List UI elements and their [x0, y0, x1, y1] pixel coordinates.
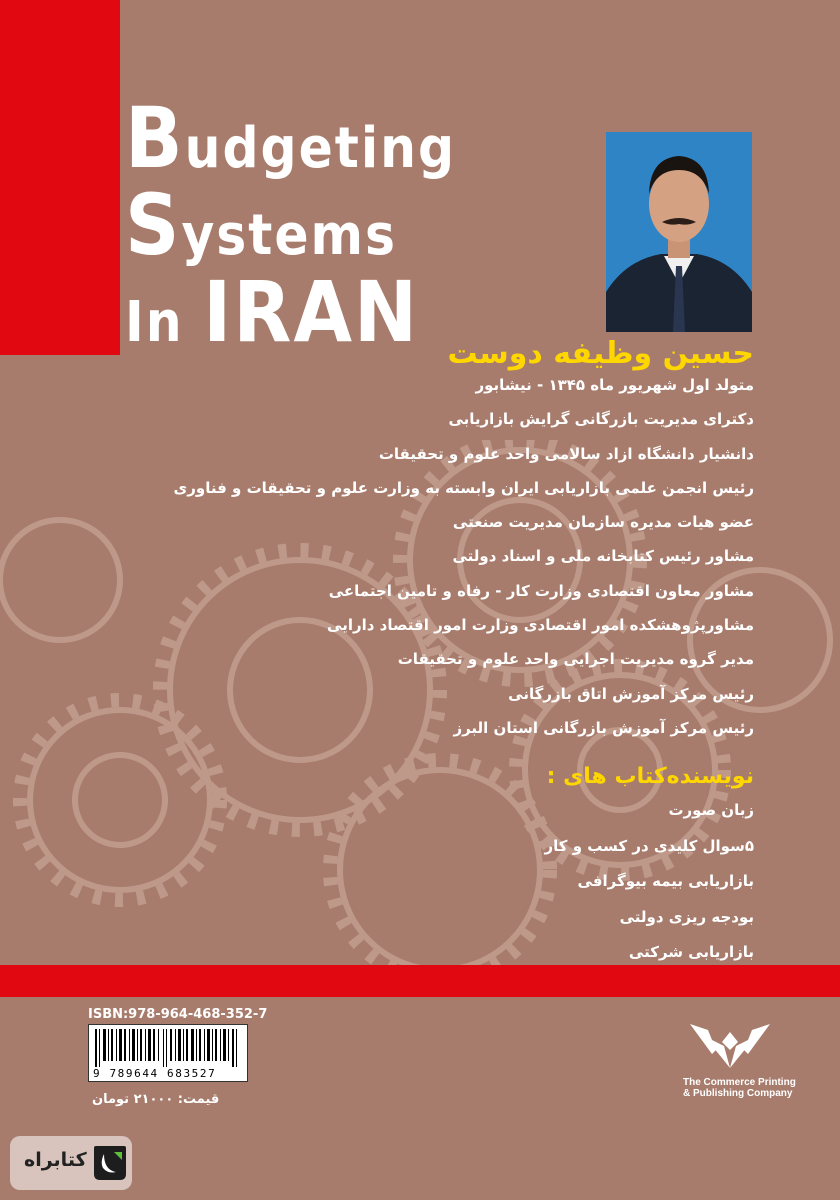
- books-heading: نویسنده‌کتاب های :: [546, 764, 754, 789]
- publisher-line-2: & Publishing Company: [683, 1088, 793, 1099]
- author-name: حسین وظیفه دوست: [447, 336, 754, 371]
- bio-item: مدیر گروه مدیریت اجرایی واحد علوم و تحقیقات: [397, 650, 754, 669]
- publisher-line-1: The Commerce Printing: [683, 1077, 796, 1088]
- book-item: بودجه ریزی دولتی: [619, 907, 754, 926]
- price-label: قیمت: ۲۱۰۰۰ تومان: [92, 1092, 220, 1107]
- book-item: بازاریابی شرکتی: [628, 943, 754, 961]
- bio-item: دانشیار دانشگاه ازاد سالامی واحد علوم و تحقیقات: [378, 444, 754, 463]
- red-horizontal-band: [0, 965, 840, 997]
- bio-item: مشاور معاون اقتصادی وزارت کار - رفاه و تامین اجتماعی: [328, 581, 754, 600]
- isbn-barcode: [88, 1024, 248, 1082]
- title-line-systems: [125, 176, 398, 274]
- isbn-text: ISBN:978-964-468-352-7: [88, 1007, 268, 1022]
- title-initial-s: S: [125, 176, 182, 274]
- bio-item: مشاور رئیس کتابخانه ملی و اسناد دولتی: [452, 547, 754, 566]
- bio-item: رئیس انجمن علمی بازاریابی ایران وابسته به وزارت علوم و تحقیقات و فناوری: [173, 478, 754, 497]
- publisher-name: [683, 1077, 796, 1099]
- barcode-bars: [89, 1025, 247, 1067]
- title-line-budgeting: [125, 89, 457, 187]
- red-side-bar: [0, 0, 120, 355]
- book-item: زبان صورت: [668, 801, 754, 819]
- bio-item: مشاورپژوهشکده امور اقتصادی وزارت امور اقتصاد دارایی: [327, 616, 754, 635]
- bio-item: دکترای مدیریت بازرگانی گرایش بازاریابی: [448, 410, 754, 429]
- book-item: بازاریابی بیمه بیوگرافی: [577, 872, 754, 890]
- author-bio-list: [174, 373, 754, 750]
- bio-item: عضو هیات مدیره سازمان مدیریت صنعتی: [452, 513, 754, 532]
- publisher-logo-icon: [686, 1020, 774, 1072]
- bio-item: رئیس مرکز آموزش بازرگانی استان البرز: [453, 718, 754, 737]
- title-iran: IRAN: [203, 263, 420, 361]
- books-list: [545, 798, 754, 976]
- ketabrah-text: کتابراه: [24, 1149, 87, 1171]
- bio-item: رئیس مرکز آموزش اتاق بازرگانی: [508, 684, 754, 703]
- title-rest-budgeting: udgeting: [184, 116, 457, 181]
- ketabrah-watermark: [10, 1136, 132, 1190]
- title-prefix-in: In: [125, 290, 184, 355]
- book-item: ۵سوال کلیدی در کسب و کار: [544, 836, 754, 855]
- author-photo: [606, 132, 752, 332]
- title-initial-b: B: [125, 89, 185, 187]
- title-rest-systems: ystems: [181, 203, 398, 268]
- ketabrah-logo-icon: [92, 1144, 128, 1182]
- barcode-digits: 9 789644 683527: [93, 1067, 217, 1080]
- title-line-in-iran: [125, 263, 420, 361]
- bio-item: متولد اول شهریور ماه ۱۳۴۵ - نیشابور: [475, 376, 754, 394]
